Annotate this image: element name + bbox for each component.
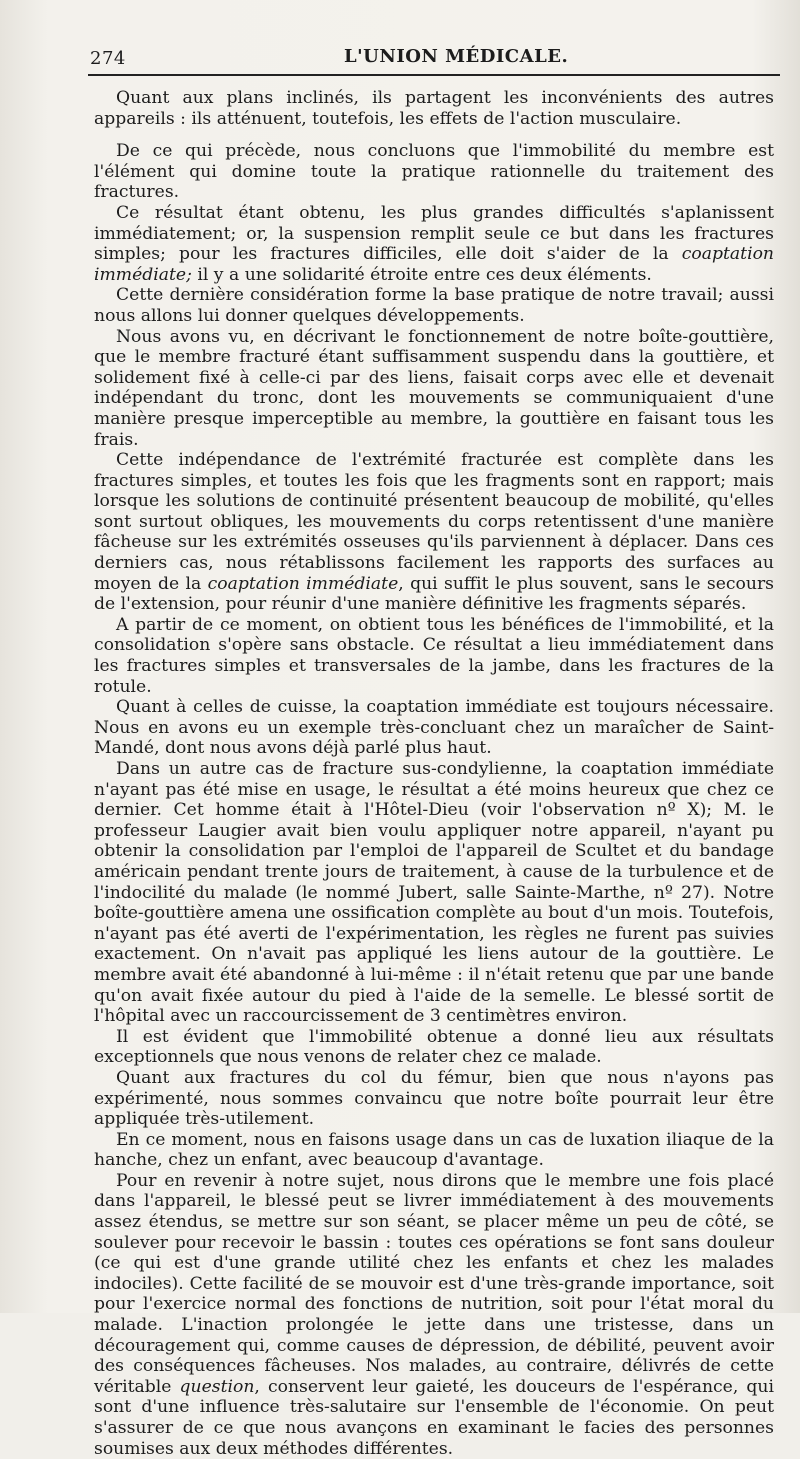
paragraph: Quant à celles de cuisse, la coaptation immédiate est toujours nécessaire. Nous en avons eu un exemple très-concluant chez un maraîcher de Saint-Mandé, dont nous avons déjà parlé plus haut. <box>94 697 774 759</box>
paragraph: Nous avons vu, en décrivant le fonctionnement de notre boîte-gouttière, que le membre fracturé étant suffisamment suspendu dans la gouttière, et solidement fixé à celle-ci par des liens, faisait corps avec elle et devenait indépendant du tronc, dont les mouvements se communiquaient d'une manière presque imperceptible au membre, la gouttière en faisant tous les frais. <box>94 326 774 450</box>
emphasis: question <box>179 1376 255 1397</box>
paragraph: A partir de ce moment, on obtient tous les bénéfices de l'immobilité, et la consolidation s'opère sans obstacle. Ce résultat a lieu immédiatement dans les fractures simples et transversales de la jambe, dans les fractures de la rotule. <box>94 614 774 697</box>
header-rule <box>88 74 780 76</box>
page-number: 274 <box>90 48 126 69</box>
paragraph: Cette indépendance de l'extrémité fracturée est complète dans les fractures simples, et toutes les fois que les fragments sont en rapport; mais lorsque les solutions de continuité présentent beaucoup de mobilité, qu'elles sont surtout obliques, les mouvements du corps retentissent d'une manière fâcheuse sur les extrémités osseuses qu'ils parviennent à déplacer. Dans ces derniers cas, nous rétablissons facilement les rapports des surfaces au moyen de la coaptation immédiate, qui suffit le plus souvent, sans le secours de l'extension, pour réunir d'une manière définitive les fragments séparés. <box>94 450 775 615</box>
paragraph: Dans un autre cas de fracture sus-condylienne, la coaptation immédiate n'ayant pas été mise en usage, le résultat a été moins heureux que chez ce dernier. Cet homme était à l'Hôtel-Dieu (voir l'observation nº X); M. le professeur Laugier avait bien voulu appliquer notre appareil, n'ayant pu obtenir la consolidation par l'emploi de l'appareil de Scultet et du bandage américain pendant trente jours de traitement, à cause de la turbulence et de l'indocilité du malade (le nommé Jubert, salle Sainte-Marthe, nº 27). Notre boîte-gouttière amena une ossification complète au bout d'un mois. Toutefois, n'ayant pas été averti de l'expérimentation, les règles ne furent pas suivies exactement. On n'avait pas appliqué les liens autour de la gouttière. Le membre avait été abandonné à lui-même : il n'était retenu que par une bande qu'on avait fixée autour du pied à l'aide de la semelle. Le blessé sortit de l'hôpital avec un raccourcissement de 3 centimètres environ. <box>94 759 774 1027</box>
paragraph: Il est évident que l'immobilité obtenue a donné lieu aux résultats exceptionnels que nous venons de relater chez ce malade. <box>94 1026 774 1068</box>
paragraph: Cette dernière considération forme la base pratique de notre travail; aussi nous allons lui donner quelques développements. <box>94 285 774 326</box>
paragraph: En ce moment, nous en faisons usage dans un cas de luxation iliaque de la hanche, chez un enfant, avec beaucoup d'avantage. <box>94 1129 774 1171</box>
paragraph: Ce résultat étant obtenu, les plus grandes difficultés s'aplanissent immédiatement; or, la suspension remplit seule ce but dans les fractures simples; pour les fractures difficiles, elle doit s'aider de la coaptation immédiate; il y a une solidarité étroite entre ces deux éléments. <box>94 202 774 285</box>
paragraph: Quant aux plans inclinés, ils partagent les inconvénients des autres appareils : ils atténuent, toutefois, les effets de l'action musculaire. <box>94 88 774 129</box>
article-body <box>94 88 774 1459</box>
page-header <box>88 44 780 72</box>
emphasis: coaptation immédiate <box>207 573 399 594</box>
paragraph: Quant aux fractures du col du fémur, bien que nous n'ayons pas expérimenté, nous sommes convaincu que notre boîte pourrait leur être appliquée très-utilement. <box>94 1067 774 1130</box>
emphasis: coaptation immédiate; <box>94 244 774 285</box>
paragraph: De ce qui précède, nous concluons que l'immobilité du membre est l'élément qui domine toute la pratique rationnelle du traitement des fractures. <box>94 141 774 203</box>
paragraph: Pour en revenir à notre sujet, nous dirons que le membre une fois placé dans l'appareil, le blessé peut se livrer immédiatement à des mouvements assez étendus, se mettre sur son séant, se placer même un peu de côté, se soulever pour recevoir le bassin : toutes ces opérations se font sans douleur (ce qui est d'une grande utilité chez les enfants et chez les malades indociles). Cette facilité de se mouvoir est d'une très-grande importance, soit pour l'exercice normal des fonctions de nutrition, soit pour l'état moral du malade. L'inaction prolongée le jette dans une tristesse, dans un découragement qui, comme causes de dépression, de débilité, peuvent avoir des conséquences fâcheuses. Nos malades, au contraire, délivrés de cette véritable question, conservent leur gaieté, les douceurs de l'espérance, qui sont d'une influence très-salutaire sur l'ensemble de l'économie. On peut s'assurer de ce que nous avançons en examinant le facies des personnes soumises aux deux méthodes différentes. <box>94 1170 774 1459</box>
running-title: L'UNION MÉDICALE. <box>344 46 569 67</box>
